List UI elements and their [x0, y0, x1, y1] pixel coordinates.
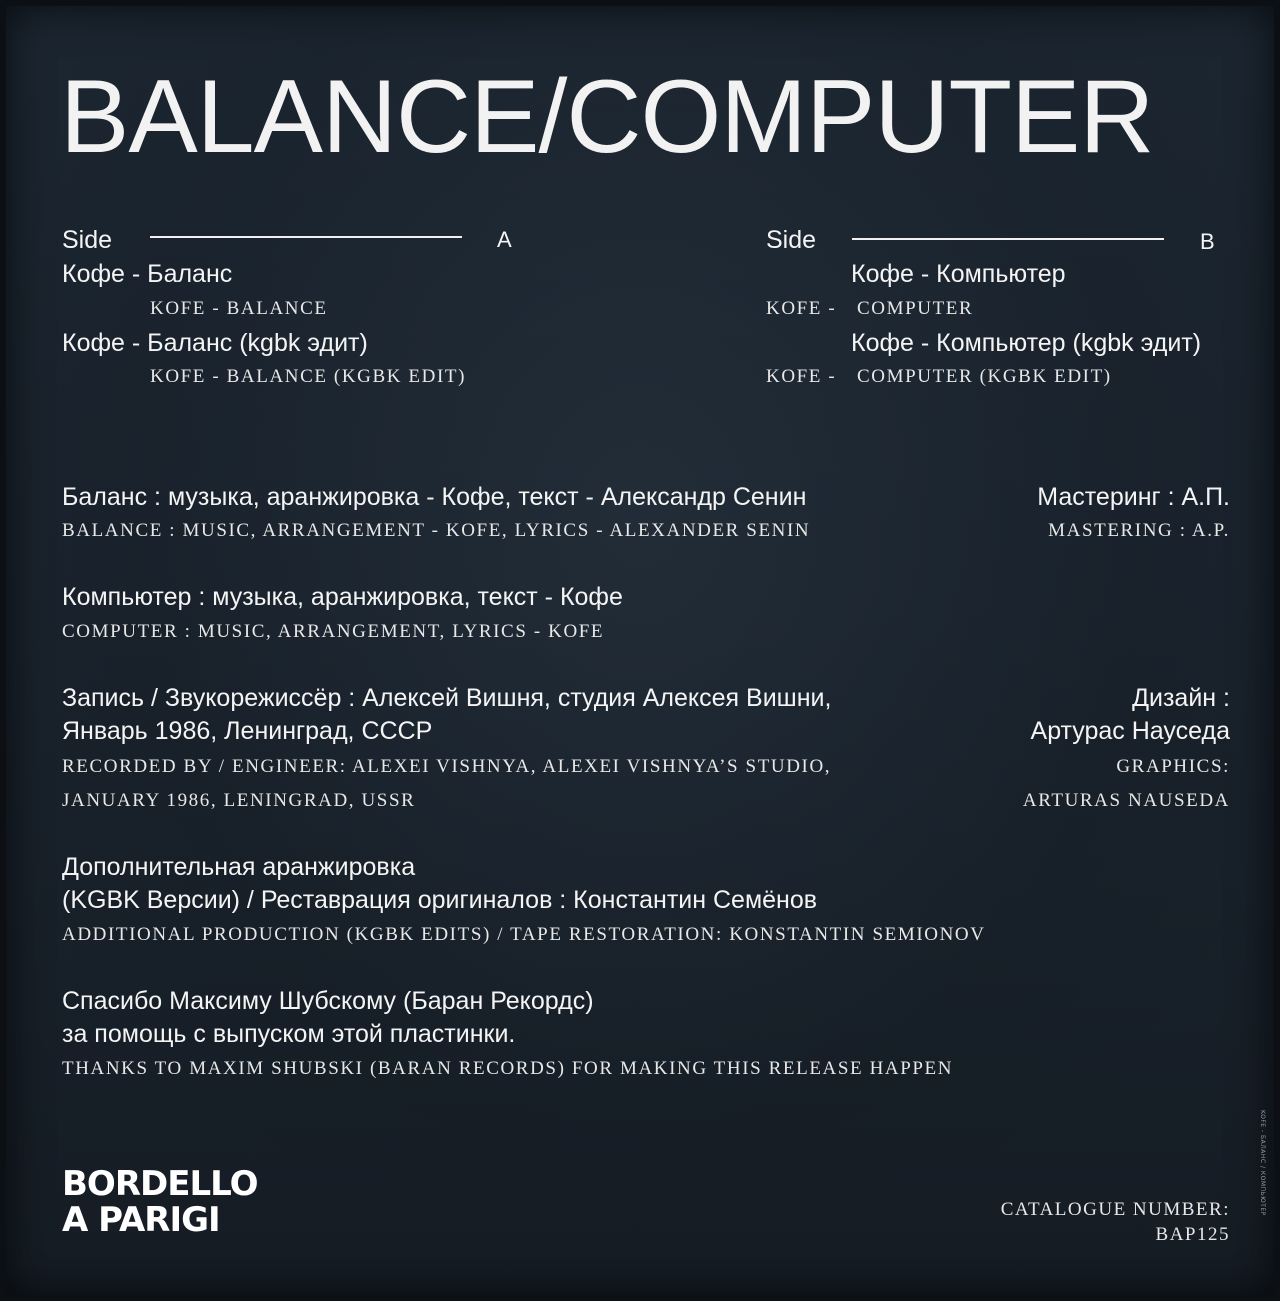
side-a-track-1-en: KOFE - BALANCE — [150, 298, 328, 319]
credit-balance-en: BALANCE : MUSIC, ARRANGEMENT - KOFE, LYRICS - ALEXANDER SENIN — [62, 520, 811, 541]
credit-design-en-line2: ARTURAS NAUSEDA — [1022, 790, 1230, 811]
side-b-track-2-en-prefix: KOFE - — [766, 366, 837, 387]
credit-additional-en: ADDITIONAL PRODUCTION (KGBK EDITS) / TAPE RESTORATION: KONSTANTIN SEMIONOV — [62, 924, 986, 945]
side-b-track-2-ru: Кофе - Компьютер (kgbk эдит) — [851, 329, 1202, 357]
credit-balance-ru: Баланс : музыка, аранжировка - Кофе, текст - Александр Сенин — [62, 483, 807, 511]
side-a-track-2-ru: Кофе - Баланс (kgbk эдит) — [62, 329, 368, 357]
credit-computer-en: COMPUTER : MUSIC, ARRANGEMENT, LYRICS - KOFE — [62, 621, 605, 642]
credit-recording-en-line1: RECORDED BY / ENGINEER: ALEXEI VISHNYA, ALEXEI VISHNYA’S STUDIO, — [62, 756, 832, 777]
logo-line-1: BORDELLO — [62, 1164, 258, 1204]
side-a-track-1-ru: Кофе - Баланс — [62, 260, 233, 288]
credit-mastering-en: MASTERING : A.P. — [1048, 520, 1230, 541]
credit-mastering-ru: Мастеринг : А.П. — [1037, 483, 1230, 511]
side-b-letter: B — [1200, 229, 1215, 254]
side-b-track-1-en: COMPUTER — [857, 298, 974, 319]
logo-line-2: A PARIGI — [62, 1200, 220, 1240]
side-b-track-1-en-prefix: KOFE - — [766, 298, 837, 319]
credit-recording-ru-line2: Январь 1986, Ленинград, СССР — [62, 717, 433, 745]
credit-computer-ru: Компьютер : музыка, аранжировка, текст - Кофе — [62, 583, 623, 611]
bordello-a-parigi-logo — [62, 1166, 257, 1238]
side-a-label: Side — [62, 226, 113, 254]
side-b-divider — [852, 238, 1164, 240]
catalogue-label: CATALOGUE NUMBER: — [1000, 1199, 1230, 1220]
credit-design-ru-line2: Артурас Науседа — [1030, 717, 1230, 745]
spine-text: KOFE - БАЛАНС / КОМПЬЮТЕР — [1259, 1110, 1266, 1216]
side-a-divider — [150, 236, 462, 238]
side-a-letter: A — [497, 227, 512, 252]
catalogue-number: BAP125 — [1155, 1224, 1230, 1245]
credit-recording-ru-line1: Запись / Звукорежиссёр : Алексей Вишня, студия Алексея Вишни, — [62, 684, 832, 712]
credit-design-en-line1: GRAPHICS: — [1116, 756, 1230, 777]
thanks-ru-line2: за помощь с выпуском этой пластинки. — [62, 1020, 516, 1048]
side-b-label: Side — [766, 226, 817, 254]
album-title: BALANCE/COMPUTER — [60, 59, 1154, 175]
credit-additional-ru-line1: Дополнительная аранжировка — [62, 853, 416, 881]
side-b-track-1-ru: Кофе - Компьютер — [851, 260, 1066, 288]
side-b-track-2-en: COMPUTER (KGBK EDIT) — [857, 366, 1112, 387]
credit-recording-en-line2: JANUARY 1986, LENINGRAD, USSR — [62, 790, 416, 811]
side-a-track-2-en: KOFE - BALANCE (KGBK EDIT) — [150, 366, 467, 387]
thanks-en: THANKS TO MAXIM SHUBSKI (BARAN RECORDS) FOR MAKING THIS RELEASE HAPPEN — [62, 1058, 954, 1079]
thanks-ru-line1: Спасибо Максиму Шубскому (Баран Рекордс) — [62, 987, 594, 1015]
credit-additional-ru-line2: (KGBK Версии) / Реставрация оригиналов : Константин Семёнов — [62, 886, 818, 914]
credit-design-ru-line1: Дизайн : — [1132, 684, 1230, 712]
